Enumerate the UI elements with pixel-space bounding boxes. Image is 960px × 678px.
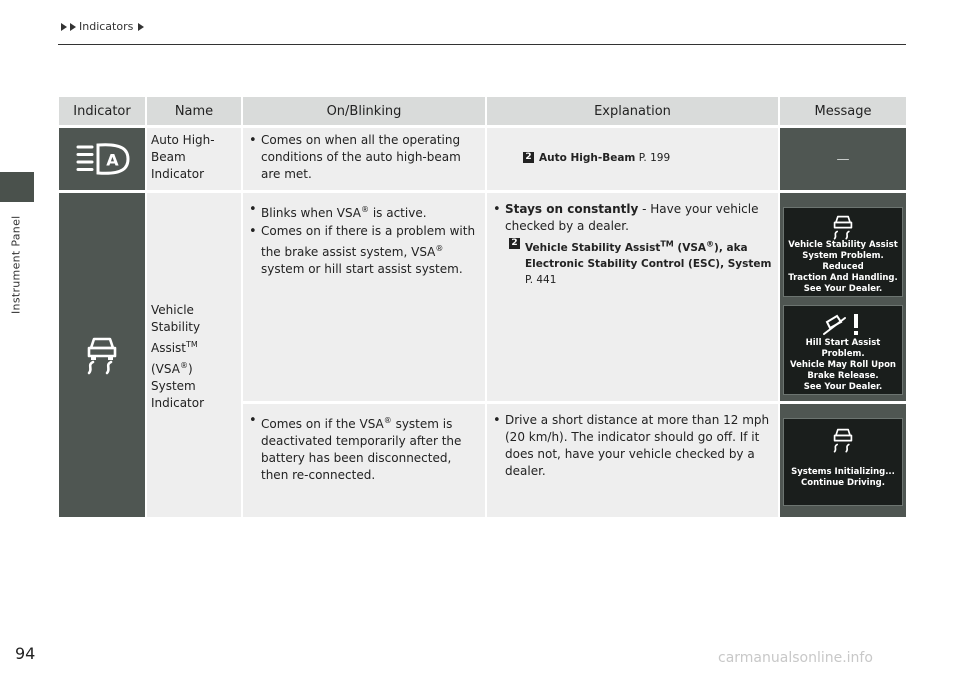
message-text: Brake Release. [807, 371, 879, 381]
name-line: Vehicle [151, 303, 194, 317]
indicator-cell [59, 128, 147, 190]
registered-symbol: ® [383, 416, 392, 425]
reference-title [525, 239, 772, 270]
message-text: Hill Start Assist Problem. [805, 338, 881, 359]
registered-symbol: ® [435, 244, 444, 253]
name-line: Stability [151, 320, 201, 334]
list-text: Comes on if the VSA [261, 417, 384, 431]
message-cell [780, 404, 906, 517]
message-screen [783, 305, 903, 395]
explanation-column [487, 193, 780, 517]
list-text: is active. [369, 206, 427, 220]
arrow-right-icon [138, 23, 144, 31]
header-name: Name [147, 97, 243, 125]
vsa-skid-icon [832, 427, 854, 453]
message-text: Vehicle May Roll Upon [789, 360, 896, 370]
registered-symbol: ® [706, 239, 715, 248]
page-reference [509, 236, 772, 288]
list-item [247, 201, 479, 222]
reference-page: P. 441 [525, 273, 557, 286]
message-text: Vehicle Stability Assist [788, 240, 898, 250]
name-line: System [151, 379, 196, 393]
section-label: Instrument Panel [9, 215, 23, 315]
message-none: — [836, 151, 850, 167]
registered-symbol: ® [361, 205, 370, 214]
registered-symbol: ® [179, 361, 188, 370]
reference-title-text: Vehicle Stability Assist [525, 241, 661, 254]
reference-title: Auto High-Beam [539, 152, 636, 164]
hill-start-assist-warning-icon [821, 312, 865, 338]
list-text: system is deactivated temporarily after the battery has been disconnected, then re-connected. [261, 417, 462, 482]
header-message: Message [814, 103, 872, 119]
message-text: Systems Initializing... [791, 467, 895, 477]
name-line [151, 336, 237, 357]
on-blinking-column [243, 193, 487, 517]
message-text: Traction And Handling. [788, 273, 898, 283]
list-item: • Comes on when all the operating conditions of the auto high-beam are met. [247, 132, 479, 183]
reference-title-text: ), aka Electronic Stability Control (ESC), System [525, 241, 772, 270]
arrow-right-icon [70, 23, 76, 31]
trademark-symbol: TM [186, 340, 198, 349]
indicator-table [59, 97, 906, 517]
trademark-symbol: TM [660, 239, 674, 248]
name-text: Assist [151, 341, 187, 355]
svg-text:A: A [106, 150, 119, 170]
indicator-cell [59, 193, 147, 517]
on-blinking-cell [243, 128, 487, 190]
list-item [247, 223, 479, 278]
vsa-skid-icon [832, 214, 854, 240]
list-item [491, 201, 772, 235]
header-explanation: Explanation [487, 97, 780, 125]
message-column [780, 193, 906, 517]
header-on-blinking: On/Blinking [243, 97, 487, 125]
name-line: Indicator [151, 396, 205, 410]
list-item: • Drive a short distance at more than 12 mph (20 km/h). The indicator should go off. If it does not, have your vehicle checked by a dealer. [491, 412, 772, 480]
arrow-right-icon [61, 23, 67, 31]
page-reference [523, 150, 772, 166]
auto-high-beam-icon [74, 141, 130, 177]
list-text: system or hill start assist system. [261, 262, 463, 276]
header-indicator: Indicator [59, 97, 147, 125]
name-text: (VSA [151, 362, 180, 376]
vsa-skid-icon [85, 335, 119, 375]
breadcrumb-label: Indicators [79, 20, 134, 33]
explanation-cell [487, 404, 778, 517]
message-cell [780, 193, 906, 401]
name-text: ) [187, 362, 193, 376]
explanation-cell [487, 193, 778, 401]
watermark: carmanualsonline.info [718, 650, 873, 666]
name-cell: Auto High-Beam Indicator [147, 128, 243, 190]
message-text: See Your Dealer. [803, 284, 883, 294]
name-cell [147, 193, 243, 517]
table-row [59, 128, 906, 190]
on-blinking-cell [243, 404, 485, 517]
message-screen [783, 207, 903, 297]
message-text: Continue Driving. [801, 478, 885, 488]
list-text: Blinks when VSA [261, 206, 362, 220]
reference-title-text: (VSA [673, 241, 707, 254]
reference-icon: 2 [509, 238, 520, 249]
section-tab [0, 172, 34, 202]
list-text: - Have your vehicle checked by a dealer. [505, 202, 759, 233]
table-header-row [59, 97, 906, 125]
reference-page: P. 199 [638, 152, 671, 164]
explanation-cell [487, 128, 780, 190]
message-screen [783, 418, 903, 506]
breadcrumb [61, 20, 145, 33]
header-rule [58, 44, 906, 45]
name-line [151, 357, 237, 378]
emphasis-text: Stays on constantly [505, 202, 639, 216]
list-text: Comes on if there is a problem with the brake assist system, VSA [261, 224, 476, 259]
message-text: System Problem. Reduced [802, 251, 884, 272]
message-text: See Your Dealer. [803, 382, 883, 392]
page-number: 94 [15, 644, 36, 663]
table-row [59, 193, 906, 517]
message-cell [780, 128, 906, 190]
list-item [247, 412, 479, 484]
on-blinking-cell [243, 193, 485, 401]
reference-icon: 2 [523, 152, 534, 163]
